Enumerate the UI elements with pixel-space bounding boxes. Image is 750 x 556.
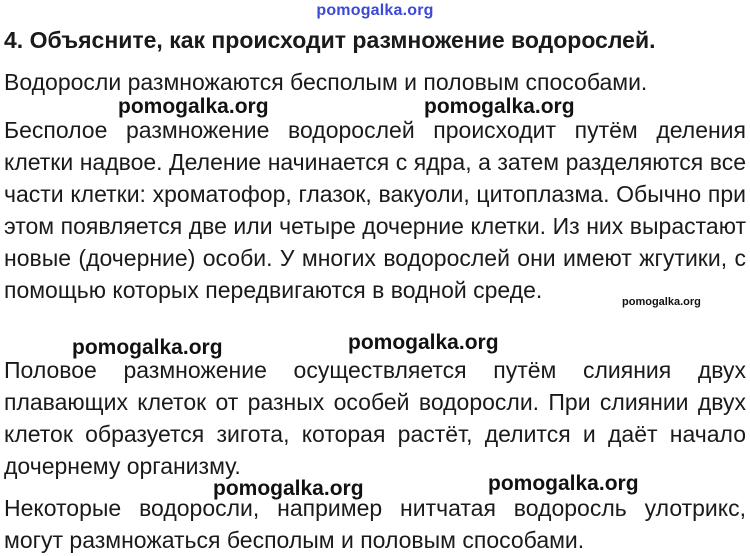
watermark-overlay-small: pomogalka.org xyxy=(622,296,701,308)
answer-paragraph-3: Половое размножение осуществляется путём слияния двух плавающих клеток от разных особей водоросли. При слиянии двух клеток образуется зигота, которая растёт, делится и даёт начало дочернему организму. xyxy=(4,357,746,479)
watermark-top: pomogalka.org xyxy=(316,2,434,19)
answer-paragraph-1: Водоросли размножаются бесполым и половым способами. xyxy=(4,69,648,95)
watermark-overlay: pomogalka.org xyxy=(72,336,223,359)
answer-paragraph-2: Бесполое размножение водорослей происходит путём деления клетки надвое. Деление начинается с ядра, а затем разделяются все части клетки: хроматофор, глазок, вакуоли, цитоплазма. Обычно при этом появляется две или четыре дочерние клетки. Из них вырастают новые (дочерние) особи. У многих водорослей они имеют жгутики, с помощью которых передвигаются в водной среде. xyxy=(4,117,746,303)
watermark-overlay: pomogalka.org xyxy=(213,477,364,500)
watermark-overlay: pomogalka.org xyxy=(424,95,575,118)
watermark-overlay: pomogalka.org xyxy=(348,331,499,354)
answer-paragraph-4: Некоторые водоросли, например нитчатая водоросль улотрикс, могут размножаться бесполым и половым способами. xyxy=(4,495,746,553)
question-title: 4. Объясните, как происходит размножение водорослей. xyxy=(4,27,656,53)
watermark-overlay: pomogalka.org xyxy=(488,472,639,495)
watermark-overlay: pomogalka.org xyxy=(118,95,269,118)
